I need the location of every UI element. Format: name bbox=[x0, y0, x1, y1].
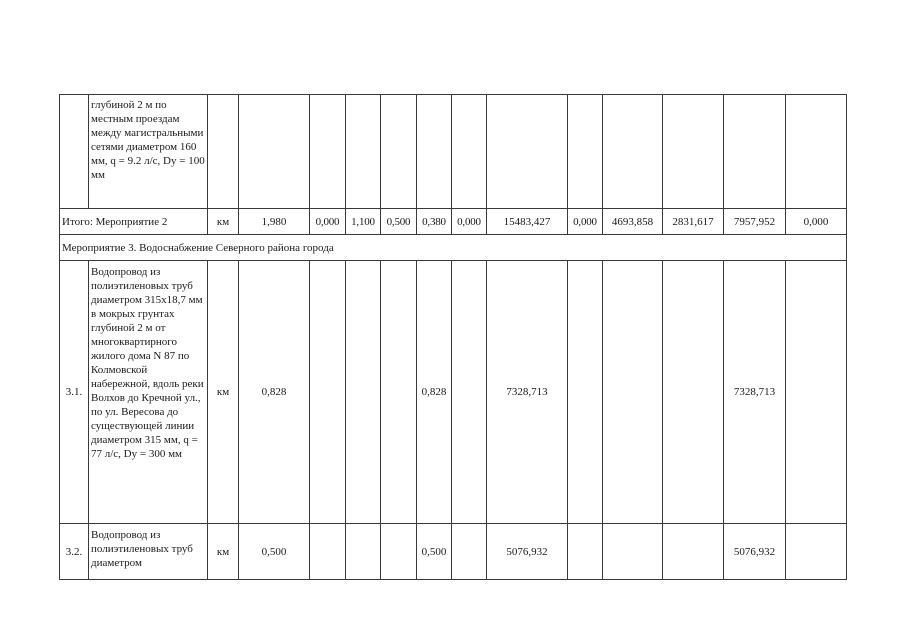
value-cell bbox=[568, 95, 603, 209]
value-cell: 5076,932 bbox=[487, 524, 568, 580]
value-cell: 7957,952 bbox=[724, 209, 786, 235]
table-row-section bbox=[60, 235, 847, 261]
value-cell: 1,980 bbox=[239, 209, 310, 235]
value-cell: 7328,713 bbox=[487, 261, 568, 524]
value-cell: 0,380 bbox=[417, 209, 452, 235]
table-row bbox=[60, 524, 847, 580]
value-cell: 0,500 bbox=[381, 209, 417, 235]
value-cell: 0,000 bbox=[786, 209, 847, 235]
value-cell: 0,828 bbox=[239, 261, 310, 524]
value-cell: 0,000 bbox=[568, 209, 603, 235]
value-cell bbox=[663, 95, 724, 209]
value-cell bbox=[786, 95, 847, 209]
value-cell bbox=[346, 524, 381, 580]
value-cell: 4693,858 bbox=[603, 209, 663, 235]
unit-cell bbox=[208, 95, 239, 209]
value-cell: 5076,932 bbox=[724, 524, 786, 580]
value-cell bbox=[452, 524, 487, 580]
row-number-cell bbox=[60, 95, 89, 209]
value-cell bbox=[381, 524, 417, 580]
value-cell: 1,100 bbox=[346, 209, 381, 235]
table-row bbox=[60, 261, 847, 524]
value-cell: 2831,617 bbox=[663, 209, 724, 235]
value-cell bbox=[663, 261, 724, 524]
value-cell bbox=[310, 261, 346, 524]
value-cell bbox=[663, 524, 724, 580]
value-cell bbox=[724, 95, 786, 209]
total-label: Итого: Мероприятие 2 bbox=[60, 209, 208, 235]
value-cell bbox=[346, 95, 381, 209]
value-cell bbox=[603, 524, 663, 580]
description-cell: Водопровод из полиэтиленовых труб диаметром 315x18,7 мм в мокрых грунтах глубиной 2 м от многоквартирного жилого дома N 87 по Колмовской набережной, вдоль реки Волхов до Кречной ул., по ул. Вересова до существующей линии диаметром 315 мм, q = 77 л/с, Dу = 300 мм bbox=[89, 261, 208, 524]
value-cell bbox=[487, 95, 568, 209]
value-cell bbox=[786, 261, 847, 524]
description-cell: глубиной 2 м по местным проездам между магистральными сетями диаметром 160 мм, q = 9.2 л/с, Dу = 100 мм bbox=[89, 95, 208, 209]
unit-cell: км bbox=[208, 524, 239, 580]
value-cell bbox=[568, 524, 603, 580]
value-cell bbox=[381, 261, 417, 524]
value-cell: 0,500 bbox=[239, 524, 310, 580]
value-cell bbox=[786, 524, 847, 580]
value-cell bbox=[239, 95, 310, 209]
description-cell: Водопровод из полиэтиленовых труб диаметром bbox=[89, 524, 208, 580]
value-cell bbox=[603, 95, 663, 209]
value-cell bbox=[603, 261, 663, 524]
value-cell bbox=[381, 95, 417, 209]
value-cell bbox=[452, 261, 487, 524]
value-cell bbox=[310, 95, 346, 209]
value-cell bbox=[346, 261, 381, 524]
value-cell bbox=[310, 524, 346, 580]
value-cell: 0,000 bbox=[452, 209, 487, 235]
value-cell: 0,000 bbox=[310, 209, 346, 235]
value-cell bbox=[452, 95, 487, 209]
row-number-cell: 3.1. bbox=[60, 261, 89, 524]
measures-table bbox=[59, 94, 847, 580]
table-row-total bbox=[60, 209, 847, 235]
value-cell: 7328,713 bbox=[724, 261, 786, 524]
value-cell bbox=[568, 261, 603, 524]
row-number-cell: 3.2. bbox=[60, 524, 89, 580]
value-cell: 0,828 bbox=[417, 261, 452, 524]
value-cell: 15483,427 bbox=[487, 209, 568, 235]
value-cell bbox=[417, 95, 452, 209]
unit-cell: км bbox=[208, 261, 239, 524]
table-row-continuation bbox=[60, 95, 847, 209]
unit-cell: км bbox=[208, 209, 239, 235]
value-cell: 0,500 bbox=[417, 524, 452, 580]
section-title: Мероприятие 3. Водоснабжение Северного района города bbox=[60, 235, 847, 261]
